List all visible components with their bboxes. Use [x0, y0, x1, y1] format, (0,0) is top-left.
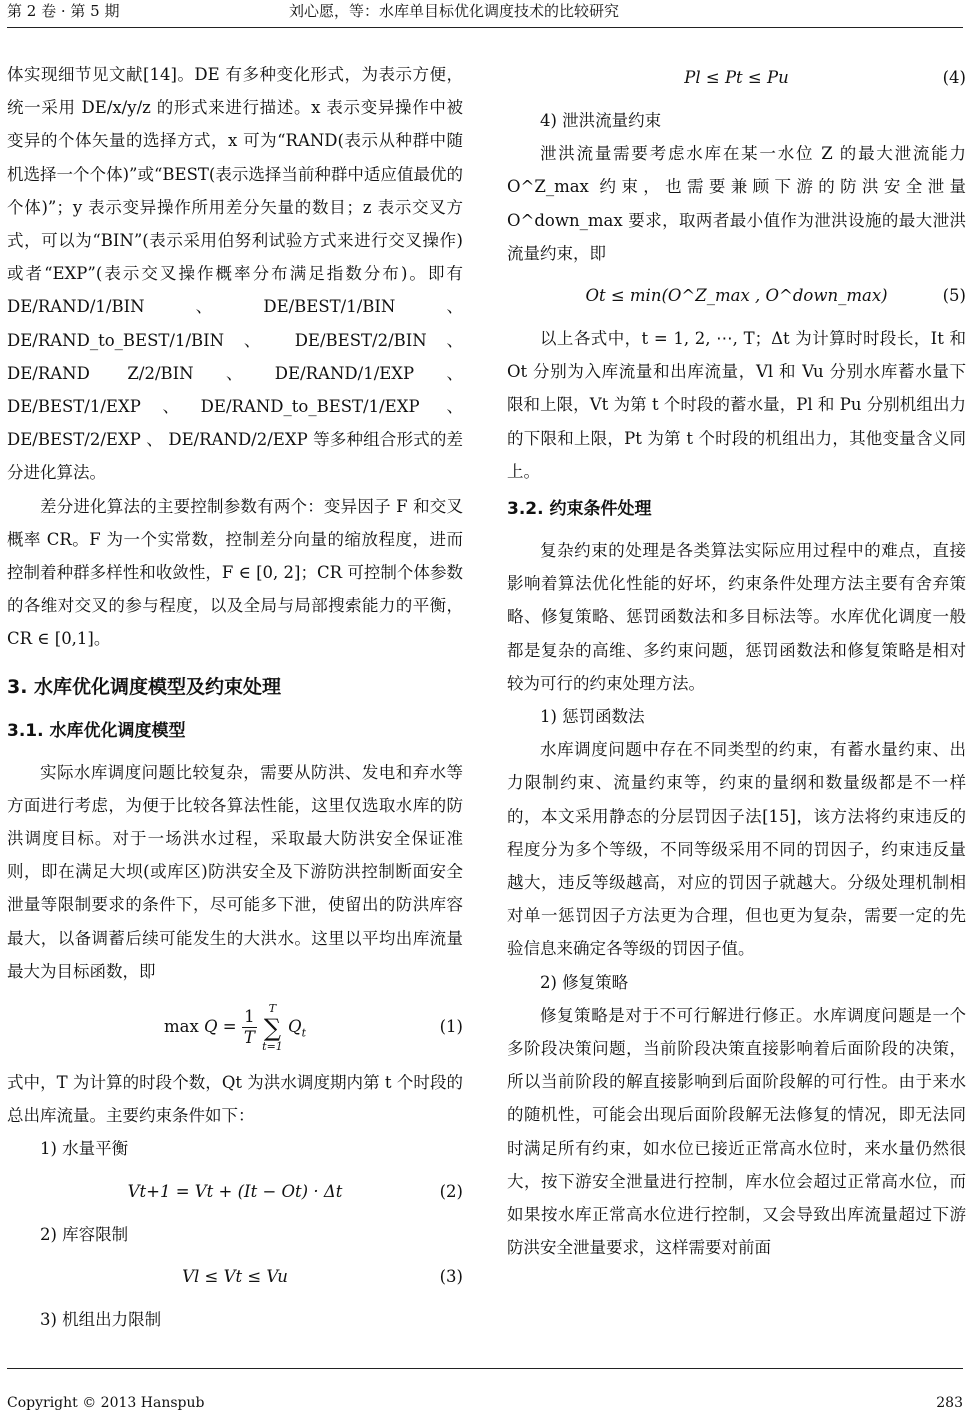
paragraph: 复杂约束的处理是各类算法实际应用过程中的难点，直接影响着算法优化性能的好坏，约束条件处理方法主要有舍弃策略、修复策略、惩罚函数法和多目标法等。水库优化调度一般都是复杂的高维、多约束问题，惩罚函数法和修复策略是相对较为可行的约束处理方法。 [507, 541, 966, 693]
equation-2 [7, 1170, 463, 1214]
subsection-heading: 3.1. 水库优化调度模型 [7, 720, 186, 741]
footer-rule [7, 1368, 963, 1369]
equation-body: Pl ≤ Pt ≤ Pu [684, 68, 789, 87]
journal-volume: 第 2 卷 · 第 5 期 [7, 2, 120, 20]
list-item: 3) 机组出力限制 [40, 1309, 162, 1329]
left-column [7, 58, 463, 1336]
paragraph: 差分进化算法的主要控制参数有两个：变异因子 F 和交叉概率 CR。F 为一个实常数，控制差分向量的缩放程度，进而控制着种群多样性和收敛性，F ∈ [0, 2]；CR 可控制个体参数的各维对交叉的参与程度，以及全局与局部搜索能力的平衡，CR ∈ [0,1]。 [7, 496, 463, 649]
equation-number: (4) [942, 68, 966, 87]
equation-1 [7, 992, 463, 1062]
header-rule [7, 27, 963, 28]
section-heading: 3. 水库优化调度模型及约束处理 [7, 675, 282, 698]
equation-number: (1) [439, 1017, 463, 1037]
paragraph: 式中，T 为计算的时段个数，Qt 为洪水调度期内第 t 个时段的总出库流量。主要约束条件如下： [7, 1073, 463, 1126]
equation-body: Ot ≤ min(O^Z_max , O^down_max) [585, 286, 888, 306]
right-column [507, 52, 966, 1265]
equation-body: Vt+1 = Vt + (It − Ot) · Δt [127, 1181, 343, 1201]
equation-5 [507, 274, 966, 318]
paragraph: 修复策略是对于不可行解进行修正。水库调度问题是一个多阶段决策问题，当前阶段决策直接影响着后面阶段的决策，所以当前阶段的解直接影响到后面阶段解的可行性。由于来水的随机性，可能会出现后面阶段解无法修复的情况，即无法同时满足所有约束，如水位已接近正常高水位时，来水量仍然很大，按下游安全泄量进行控制，库水位会超过正常高水位，而如果按水库正常高水位进行控制，又会导致出库流量超过下游防洪安全泄量要求，这样需要对前面 [507, 1005, 966, 1258]
subsection-heading: 3.2. 约束条件处理 [507, 499, 652, 520]
paragraph: 泄洪流量需要考虑水库在某一水位 Z 的最大泄流能力 O^Z_max 约束，也需要兼顾下游的防洪安全泄量 O^down_max 要求，取两者最小值作为泄洪设施的最大泄洪流量约束，即 [507, 144, 966, 263]
page-number: 283 [936, 1395, 963, 1411]
running-title: 刘心愿，等：水库单目标优化调度技术的比较研究 [289, 2, 620, 20]
list-item: 4) 泄洪流量约束 [540, 111, 662, 130]
paragraph: 水库调度问题中存在不同类型的约束，有蓄水量约束、出力限制约束、流量约束等，约束的量纲和数量级都是不一样的，本文采用静态的分层罚因子法[15]，该方法将约束违反的程度分为多个等级，不同等级采用不同的罚因子，约束违反量越大，违反等级越高，对应的罚因子就越大。分级处理机制相对单一惩罚因子方法更为合理，但也更为复杂，需要一定的先验信息来确定各等级的罚因子值。 [507, 740, 966, 959]
list-item: 1) 水量平衡 [40, 1139, 129, 1159]
list-item: 2) 修复策略 [540, 972, 629, 992]
equation-body: Vl ≤ Vt ≤ Vu [182, 1266, 288, 1286]
paragraph: 实际水库调度问题比较复杂，需要从防洪、发电和弃水等方面进行考虑，为便于比较各算法性能，这里仅选取水库的防洪调度目标。对于一场洪水过程，采取最大防洪安全保证准则，即在满足大坝(或库区)防洪安全及下游防洪控制断面安全泄量等限制要求的条件下，尽可能多下泄，使留出的防洪库容最大，以备调蓄后续可能发生的大洪水。这里以平均出库流量最大为目标函数，即 [7, 762, 463, 981]
list-item: 2) 库容限制 [40, 1224, 129, 1244]
equation-body: max Q = $\frac{1}{T}$ T ∑ t=1 $Q_t$ [163, 1001, 306, 1053]
copyright: Copyright © 2013 Hanspub [7, 1395, 205, 1411]
list-item: 1) 惩罚函数法 [540, 707, 645, 727]
equation-3 [7, 1255, 463, 1299]
equation-number: (3) [439, 1266, 463, 1286]
paragraph: 以上各式中，t = 1, 2, ⋯, T；Δt 为计算时时段长，It 和 Ot 分别为入库流量和出库流量，Vl 和 Vu 分别水库蓄水量下限和上限，Vt 为第 t 个时段的蓄水量，Pl 和 Pu 分别机组出力的下限和上限，Pt 为第 t 个时段的机组出力，其他变量含义同上。 [507, 329, 966, 481]
page-header [7, 0, 963, 28]
equation-number: (5) [942, 286, 966, 306]
page-footer [7, 1368, 963, 1411]
equation-number: (2) [439, 1181, 463, 1201]
paragraph: 体实现细节见文献[14]。DE 有多种变化形式，为表示方便，统一采用 DE/x/y/z 的形式来进行描述。x 表示变异操作中被变异的个体矢量的选择方式，x 可为“RAND(表示从种群中随机选择一个个体)”或“BEST(表示选择当前种群中适应值最优的个体)”；y 表示变异操作所用差分矢量的数目；z 表示交叉方式，可以为“BIN”(表示采用伯努利试验方式来进行交叉操作)或者“EXP”(表示交叉操作概率分布满足指数分布)。即有 DE/RAND/1/BIN、DE/BEST/1/BIN、DE/RAND_to_BEST/1/BIN 、 DE/BEST/2/BIN 、 DE/RAND Z/2/BIN、DE/RAND/1/EXP、DE/BEST/1/EXP、DE/RAND_to_BEST/1/EXP 、 DE/BEST/2/EXP 、 DE/RAND/2/EXP 等多种组合形式的差分进化算法。 [7, 65, 463, 483]
equation-4 [507, 56, 966, 100]
